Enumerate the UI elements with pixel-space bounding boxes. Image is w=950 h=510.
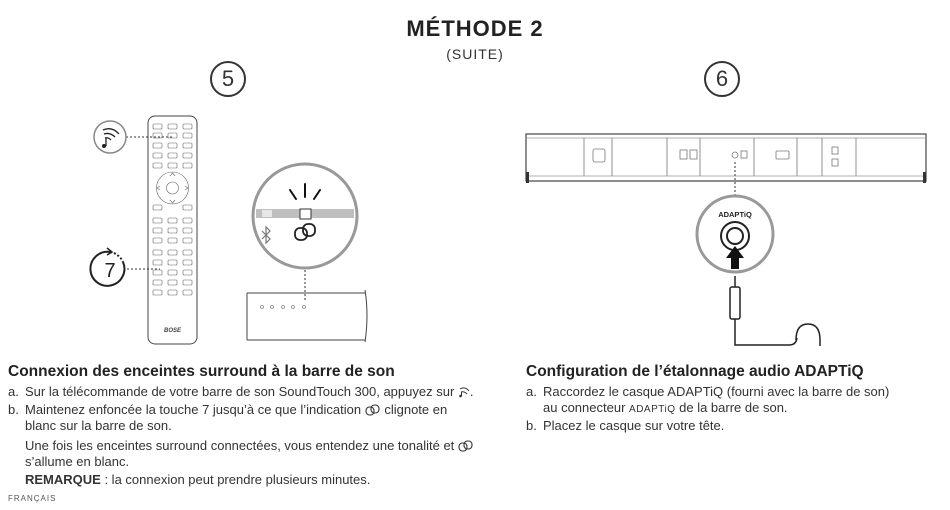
right-step-a-line2-pre: au connecteur xyxy=(543,400,626,415)
left-step-b-line1-end: clignote en xyxy=(384,402,448,417)
left-step-a-text: Sur la télécommande de votre barre de son SoundTouch 300, appuyez sur xyxy=(25,384,455,399)
left-step-b xyxy=(8,402,488,434)
link-icon-inline xyxy=(365,404,381,416)
left-para-line1: Une fois les enceintes surround connectées, vous entendez une tonalité et xyxy=(25,438,455,453)
right-step-b-marker: b. xyxy=(526,418,537,433)
left-step-a-marker: a. xyxy=(8,384,19,399)
adaptiq-headset-cable xyxy=(730,276,820,346)
left-step-b-marker: b. xyxy=(8,402,19,417)
note-label: REMARQUE xyxy=(25,472,101,487)
link-icon-inline-2 xyxy=(458,440,474,452)
right-section-heading: Configuration de l’étalonnage audio ADAPTiQ xyxy=(526,363,864,380)
right-step-b xyxy=(526,418,936,434)
step-number-6: 6 xyxy=(704,61,740,97)
soundbar-rear-panel xyxy=(526,134,926,183)
right-step-a-line2 xyxy=(543,400,788,418)
adaptiq-jack-label: ADAPTiQ xyxy=(718,210,752,219)
left-para-connected xyxy=(25,438,474,454)
left-step-b-line1: Maintenez enfoncée la touche 7 jusqu’à ce que l’indication xyxy=(25,402,362,417)
adaptiq-connector-label: ADAPTiQ xyxy=(629,404,676,415)
right-step-a-line1: Raccordez le casque ADAPTiQ (fourni avec la barre de son) xyxy=(543,384,890,399)
footer-language: FRANÇAIS xyxy=(8,494,57,503)
page-subtitle: (SUITE) xyxy=(446,46,504,62)
remote-brand-logo: BOSE xyxy=(163,328,182,334)
left-section-heading: Connexion des enceintes surround à la barre de son xyxy=(8,363,395,380)
left-para-line2: s’allume en blanc. xyxy=(25,454,130,469)
music-note-wifi-icon-inline xyxy=(458,386,470,398)
left-step-b-line2: blanc sur la barre de son. xyxy=(25,418,172,433)
step-number-5: 5 xyxy=(210,61,246,97)
right-step-b-text: Placez le casque sur votre tête. xyxy=(543,418,725,433)
right-step-a xyxy=(526,384,936,416)
left-step-a xyxy=(8,384,488,400)
left-note xyxy=(25,472,370,488)
page-title: MÉTHODE 2 xyxy=(406,16,544,41)
left-step-a-end: . xyxy=(469,384,474,399)
right-step-a-line2-post: de la barre de son. xyxy=(679,400,788,415)
callout-number-7: 7 xyxy=(104,260,116,282)
note-text: : la connexion peut prendre plusieurs minutes. xyxy=(100,472,371,487)
right-step-a-marker: a. xyxy=(526,384,537,399)
